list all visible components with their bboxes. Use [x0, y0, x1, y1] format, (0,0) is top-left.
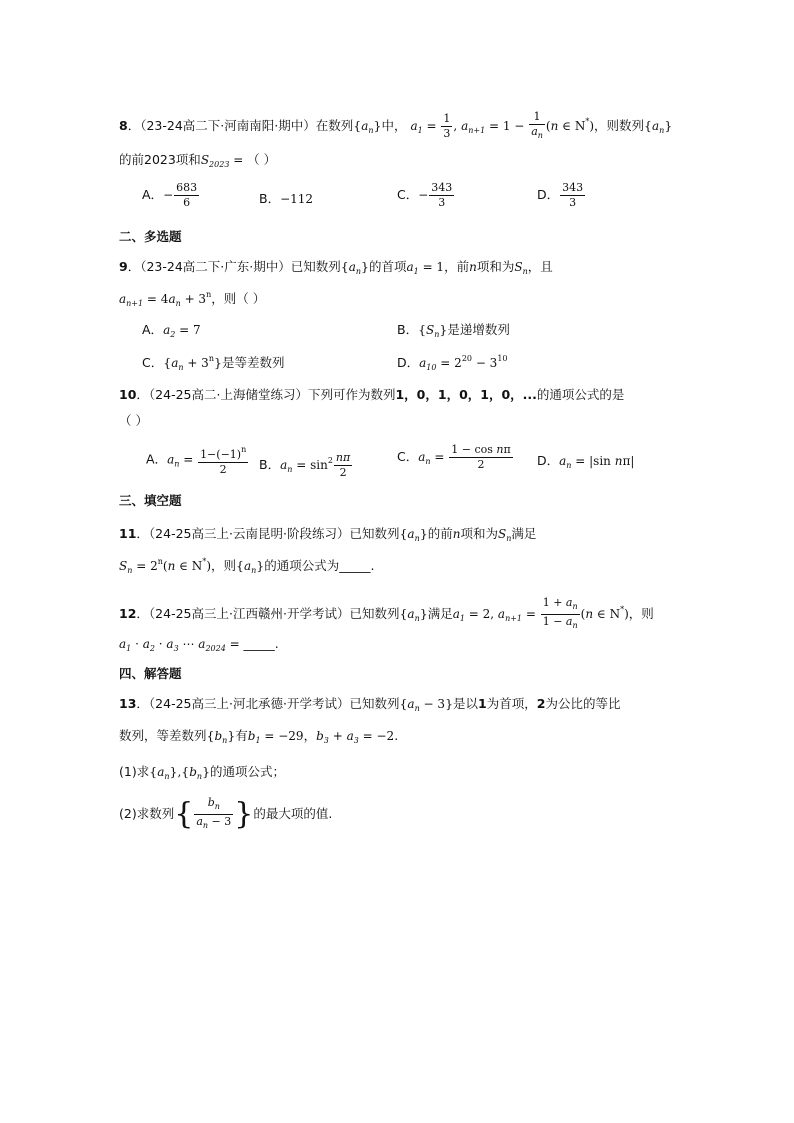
fraction: $\frac{1 + a_n}{1 - a_n}$	[542, 596, 578, 630]
question-source: （23-24高二下·河南南阳·期中）	[140, 118, 316, 133]
fraction: $\frac{b_n}{a_n - 3}$	[196, 796, 232, 830]
section-heading-fill-in: 三、填空题	[119, 493, 182, 508]
question-8-line2: 的前2023项和$S_{2023}$ = （ ）	[119, 152, 277, 169]
question-source: （23-24高二下·广东·期中）	[140, 259, 291, 274]
question-10-option-b[interactable]: B．$a_n = \sin^2$ $\frac{n\pi}{2}$	[259, 451, 351, 479]
fraction: $\frac{1-(-1)^n}{2}$	[200, 445, 247, 476]
question-8-option-c[interactable]: C．− $\frac{343}{3}$	[397, 181, 453, 209]
answer-blank[interactable]: _____	[243, 636, 275, 651]
question-8-option-b[interactable]: B．−112	[259, 191, 314, 206]
question-9-option-d[interactable]: D．$a_{10} = 2^{20} - 3^{10}$	[397, 354, 508, 372]
fraction: $\frac{\text{1 − cos nπ}}{2}$	[451, 443, 511, 471]
question-8-option-d[interactable]: D． $\frac{343}{3}$	[537, 181, 584, 209]
question-13-line1: 13．（24-25高三上·河北承德·开学考试）已知数列$\{a_n - 3\}$是以1为首项，2为公比的等比	[119, 696, 621, 713]
fraction: $\frac{1}{a_n}$	[531, 110, 543, 140]
question-13-part-2: (2)求数列{ $\frac{b_n}{a_n - 3}$ }的最大项的值.	[119, 796, 333, 832]
question-9-line1: 9．（23-24高二下·广东·期中）已知数列$\{a_n\}$的首项$a_1 = 1$，前n项和为$S_n$，且	[119, 259, 553, 276]
question-source: （24-25高三上·江西赣州·开学考试）	[148, 606, 350, 621]
question-13-part-1: (1)求$\{a_n\},\{b_n\}$的通项公式；	[119, 764, 286, 781]
question-source: （24-25高三上·河北承德·开学考试）	[148, 696, 350, 711]
fraction: $\frac{343}{3}$	[562, 181, 584, 209]
question-11-line1: 11．（24-25高三上·云南昆明·阶段练习）已知数列$\{a_n\}$的前n项和为$S_n$满足	[119, 526, 537, 543]
fraction: $\frac{n\pi}{2}$	[335, 451, 351, 479]
question-10-option-d[interactable]: D．$a_n = |\sin$ nπ|	[537, 453, 635, 470]
question-10-option-a[interactable]: A．$a_n$ = $\frac{1-(-1)^n}{2}$	[146, 445, 247, 476]
question-9-line2: $a_{n+1} = 4a_n + 3^n$，则（ ）	[119, 290, 266, 308]
question-13-line2: 数列，等差数列$\{b_n\}$有$b_1 = -29$，$b_3 + a_3 = -2$.	[119, 728, 399, 745]
question-source: （24-25高二·上海储堂练习）	[148, 387, 308, 402]
question-12-line1: 12．（24-25高三上·江西赣州·开学考试）已知数列$\{a_n\}$满足$a_1 = 2$, $a_{n+1}$ = $\frac{1 + a_n}{1 - a_n}$ (n ∈ N*)，则	[119, 596, 654, 633]
question-number: 8	[119, 118, 128, 133]
question-9-option-c[interactable]: C．$\{a_n + 3^n\}$是等差数列	[142, 354, 285, 372]
question-10-line2: （ ）	[119, 413, 148, 428]
question-10-line1: 10．（24-25高二·上海储堂练习）下列可作为数列1，0，1，0，1，0，...的通项公式的是	[119, 387, 625, 402]
question-source: （24-25高三上·云南昆明·阶段练习）	[148, 526, 350, 541]
question-12-line2: $a_1 \cdot a_2 \cdot a_3$ ⋯ $a_{2024}$ = _____.	[119, 636, 279, 653]
fraction: $\frac{683}{6}$	[176, 181, 198, 209]
question-10-option-c[interactable]: C．$a_n$ = $\frac{\text{1 − cos nπ}}{2}$	[397, 443, 511, 471]
fraction: $\frac{1}{3}$	[443, 112, 451, 140]
fraction: $\frac{343}{3}$	[431, 181, 453, 209]
question-9-option-b[interactable]: B．$\{S_n\}$是递增数列	[397, 322, 510, 339]
question-8-line1: 8．（23-24高二下·河南南阳·期中）在数列$\{a_n\}$中， $a_1$ = $\frac{1}{3}$ , $a_{n+1} = 1$ − $\frac{1}{a_n}$ (n ∈ N*)，则数列$\{a_n\}$	[119, 110, 672, 143]
section-heading-solution: 四、解答题	[119, 666, 182, 681]
section-heading-multiple-choice: 二、多选题	[119, 229, 182, 244]
question-11-line2: $S_n = 2^n(n$ ∈ N*)，则$\{a_n\}$的通项公式为_____.	[119, 557, 375, 575]
answer-blank[interactable]: _____	[339, 558, 371, 573]
question-9-option-a[interactable]: A．$a_2 = 7$	[142, 322, 201, 339]
question-8-option-a[interactable]: A．− $\frac{683}{6}$	[142, 181, 198, 209]
